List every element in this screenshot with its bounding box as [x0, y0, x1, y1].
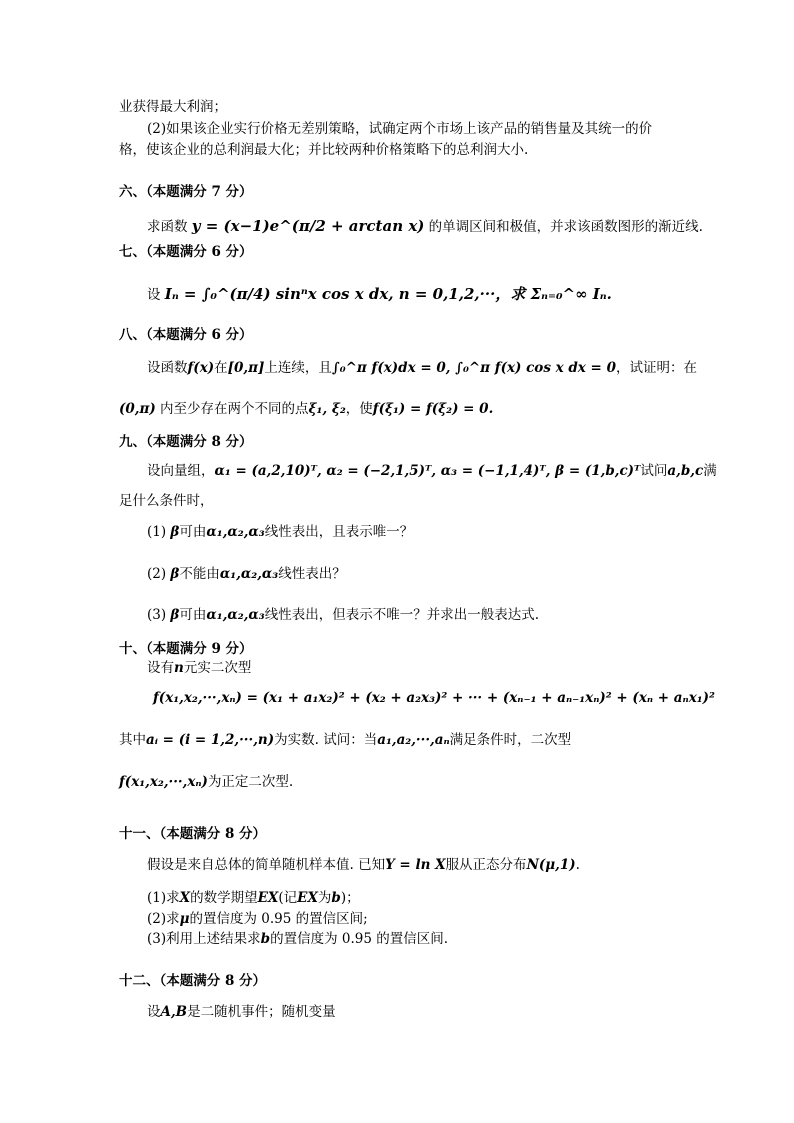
q10-l3-ai: aᵢ = (i = 1,2,···,n) — [146, 732, 275, 748]
q10-l3-pre: 其中 — [119, 732, 146, 748]
q11-p1-b: b — [331, 890, 341, 906]
q10-line-3 — [119, 731, 571, 749]
q8-line-2 — [119, 400, 493, 418]
q12-line-1 — [147, 1003, 336, 1021]
q8-heading: 八、（本题满分 6 分） — [119, 327, 253, 343]
q7-text-pre: 设 — [147, 287, 161, 303]
q12-l1-post: 是二随机事件；随机变量 — [187, 1004, 336, 1020]
q12-l1-pre: 设 — [147, 1004, 161, 1020]
q11-l1-pre: 假设是来自总体的简单随机样本值. 已知 — [147, 857, 386, 873]
q11-part-2 — [147, 910, 368, 928]
q8-l1-formula: ∫₀^π f(x)dx = 0, ∫₀^π f(x) cos x dx = 0 — [331, 360, 616, 376]
q9-l1-end: 满 — [703, 463, 717, 479]
q9-line-1 — [147, 462, 717, 480]
q10-formula-line — [153, 689, 715, 707]
q10-line-1 — [147, 659, 251, 677]
q10-l3-vars: a₁,a₂,···,aₙ — [377, 732, 450, 748]
q9-l1-pre: 设向量组， — [147, 463, 215, 479]
q9-heading: 九、（本题满分 8 分） — [119, 434, 253, 450]
q11-p3-b: b — [260, 931, 271, 947]
q12-l1-ab: A,B — [160, 1004, 188, 1020]
q9-p2-mid: 不能由 — [179, 566, 220, 582]
q7-formula: Iₙ = ∫₀^(π/4) sinⁿx cos x dx, n = 0,1,2,···，求 Σₙ₌₀^∞ Iₙ. — [164, 285, 612, 303]
q11-p2-mu: μ — [179, 911, 190, 927]
q11-l1-n: N(μ,1) — [526, 857, 576, 873]
q11-line-1 — [147, 856, 580, 874]
q11-p1-note: (记 — [278, 890, 298, 906]
intro-line-2 — [147, 120, 652, 138]
q11-p3-post: 的置信度为 0.95 的置信区间. — [270, 931, 449, 947]
q11-p2-pre: (2)求 — [147, 911, 180, 927]
q9-line-2 — [119, 492, 214, 510]
q8-l2-text: 内至少存在两个不同的点 — [160, 401, 309, 417]
q8-line-1 — [147, 359, 697, 377]
q8-l2-formula: f(ξ₁) = f(ξ₂) = 0. — [372, 401, 494, 417]
q8-l2-points: ξ₁, ξ₂ — [308, 401, 346, 417]
q9-p1-beta: β — [170, 524, 180, 540]
q11-l1-y: Y = ln X — [385, 857, 446, 873]
q10-l3-mid: 为实数. 试问：当 — [274, 732, 378, 748]
q9-p2-num: (2) — [147, 566, 167, 582]
q8-l1-f: f(x) — [187, 360, 215, 376]
intro-text-2: (2)如果该企业实行价格无差别策略，试确定两个市场上该产品的销售量及其统一的价 — [147, 121, 653, 137]
q9-l2-text: 足什么条件时， — [119, 493, 214, 509]
q9-p3-beta: β — [170, 607, 180, 623]
q6-text-pre: 求函数 — [147, 219, 188, 235]
q12-heading: 十二、（本题满分 8 分） — [119, 973, 267, 989]
q9-p3-num: (3) — [147, 607, 167, 623]
q6-text-post: 的单调区间和极值，并求该函数图形的渐近线. — [428, 219, 703, 235]
q11-p1-ex: EX — [257, 890, 279, 906]
q6-heading: 六、（本题满分 7 分） — [119, 184, 253, 200]
q11-p1-x: X — [179, 890, 191, 906]
q9-p1-num: (1) — [147, 524, 167, 540]
q11-p3-pre: (3)利用上述结果求 — [147, 931, 261, 947]
intro-text-3: 格，使该企业的总利润最大化；并比较两种价格策略下的总利润大小. — [119, 142, 529, 158]
q9-part-1 — [147, 523, 413, 541]
q10-l3-post: 满足条件时，二次型 — [449, 732, 572, 748]
q9-p1-mid: 可由 — [179, 524, 207, 540]
q10-line-4 — [119, 773, 293, 791]
q11-p1-ex2: EX — [297, 890, 318, 906]
q7-heading: 七、（本题满分 6 分） — [119, 244, 253, 260]
q9-part-3 — [147, 606, 539, 624]
q9-p3-vec: α₁,α₂,α₃ — [206, 607, 265, 623]
q8-l1-interval: [0,π] — [227, 360, 265, 376]
q11-p2-post: 的置信度为 0.95 的置信区间; — [189, 911, 368, 927]
q8-l2-text2: ，使 — [345, 401, 373, 417]
q9-p2-text: 线性表出？ — [278, 566, 346, 582]
q9-l1-formula: α₁ = (a,2,10)ᵀ, α₂ = (−2,1,5)ᵀ, α₃ = (−1,1,4)ᵀ, β = (1,b,c)ᵀ — [214, 463, 641, 479]
q7-statement — [147, 285, 612, 304]
q9-p2-vec: α₁,α₂,α₃ — [219, 566, 279, 582]
q11-p1-pre: (1)求 — [147, 890, 180, 906]
q8-l2-interval: (0,π) — [119, 401, 156, 417]
q10-l4-post: 为正定二次型. — [207, 774, 294, 790]
q8-l1-post: ，试证明：在 — [615, 360, 697, 376]
q9-part-2 — [147, 565, 346, 583]
q9-p2-beta: β — [170, 566, 180, 582]
q11-p1-as: 为 — [317, 890, 332, 906]
q10-l1-post: 元实二次型 — [183, 660, 252, 676]
intro-text-1: 业获得最大利润； — [119, 99, 227, 115]
q9-l1-post: 试问 — [640, 463, 668, 479]
q8-l1-mid: 在 — [214, 360, 228, 376]
q11-l1-end: . — [575, 857, 580, 873]
q6-statement — [147, 217, 703, 236]
q11-part-3 — [147, 930, 448, 948]
q10-formula: f(x₁,x₂,···,xₙ) = (x₁ + a₁x₂)² + (x₂ + a₂x₃)² + ··· + (xₙ₋₁ + aₙ₋₁xₙ)² + (xₙ + aₙx₁)² — [153, 690, 715, 706]
q10-heading: 十、（本题满分 9 分） — [119, 641, 253, 657]
q8-l1-pre: 设函数 — [147, 360, 188, 376]
q9-p3-mid: 可由 — [179, 607, 207, 623]
intro-line-1 — [119, 98, 227, 116]
q6-formula: y = (x−1)e^(π/2 + arctan x) — [191, 217, 425, 235]
q11-p1-mid: 的数学期望 — [190, 890, 258, 906]
q8-l1-cont: 上连续，且 — [264, 360, 332, 376]
q9-l1-vars: a,b,c — [667, 463, 704, 479]
q11-l1-mid: 服从正态分布 — [445, 857, 527, 873]
q10-l4-f: f(x₁,x₂,···,xₙ) — [119, 774, 208, 790]
q10-l1-n: n — [174, 660, 184, 676]
q9-p1-text: 线性表出，且表示唯一？ — [264, 524, 414, 540]
q11-part-1 — [147, 889, 360, 907]
intro-line-3 — [119, 141, 528, 159]
q11-heading: 十一、（本题满分 8 分） — [119, 826, 267, 842]
q9-p1-vec: α₁,α₂,α₃ — [206, 524, 265, 540]
q10-l1-pre: 设有 — [147, 660, 174, 676]
q9-p3-text: 线性表出，但表示不唯一？并求出一般表达式. — [264, 607, 539, 623]
q11-p1-end: )； — [340, 890, 360, 906]
